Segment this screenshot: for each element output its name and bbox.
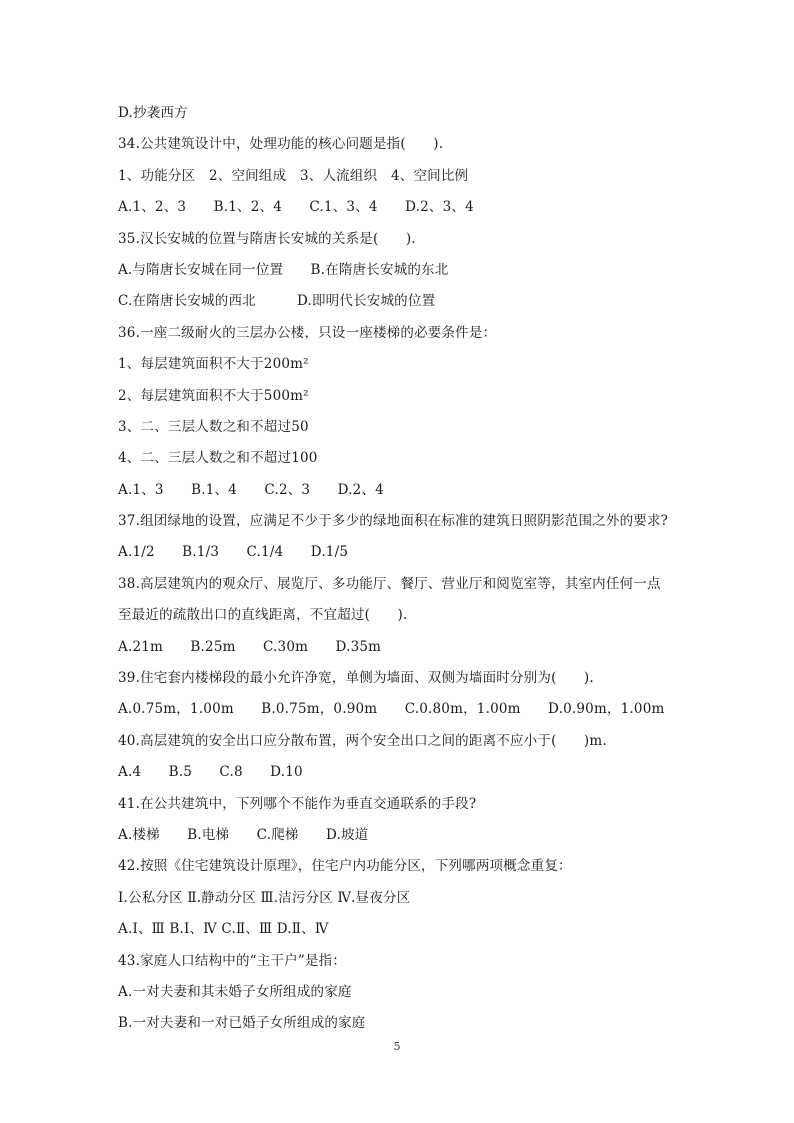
answer-options: C.在隋唐长安城的西北 D.即明代长安城的位置 [118,293,436,310]
question-39: 39.住宅套内楼梯段的最小允许净宽，单侧为墙面、双侧为墙面时分别为( ). [118,670,594,687]
answer-options: A.与隋唐长安城在同一位置 B.在隋唐长安城的东北 [118,261,449,278]
text-line: Ⅰ.公私分区 Ⅱ.静动分区 Ⅲ.洁污分区 Ⅳ.昼夜分区 [118,889,411,906]
question-42: 42.按照《住宅建筑设计原理》，住宅户内功能分区，下列哪两项概念重复： [118,858,572,875]
text-line: 至最近的疏散出口的直线距离，不宜超过( ). [118,607,408,624]
question-40: 40.高层建筑的安全出口应分散布置，两个安全出口之间的距离不应小于( )m. [118,732,607,749]
answer-options: A.0.75m，1.00m B.0.75m，0.90m C.0.80m，1.00m D.0.90m，1.00m [118,701,665,718]
answer-options: A.楼梯 B.电梯 C.爬梯 D.坡道 [118,826,369,843]
question-34: 34.公共建筑设计中，处理功能的核心问题是指( ). [118,136,444,153]
answer-options: A.1、2、3 B.1、2、4 C.1、3、4 D.2、3、4 [118,199,474,216]
page-number: 5 [393,1040,401,1053]
page-content [118,98,708,1040]
text-line: 1、每层建筑面积不大于200m² [118,356,309,373]
answer-options: A.一对夫妻和其未婚子女所组成的家庭 [118,983,352,1000]
text-line: 1、功能分区 2、空间组成 3、人流组织 4、空间比例 [118,167,469,184]
question-36: 36.一座二级耐火的三层办公楼，只设一座楼梯的必要条件是： [118,324,497,341]
question-35: 35.汉长安城的位置与隋唐长安城的关系是( ). [118,230,416,247]
question-37: 37.组团绿地的设置，应满足不少于多少的绿地面积在标准的建筑日照阴影范围之外的要求? [118,513,669,530]
question-43: 43.家庭人口结构中的“主干户”是指： [118,952,347,969]
answer-options: A.4 B.5 C.8 D.10 [118,764,303,781]
question-41: 41.在公共建筑中，下列哪个不能作为垂直交通联系的手段? [118,795,477,812]
text-line: 3、二、三层人数之和不超过50 [118,418,309,435]
question-38: 38.高层建筑内的观众厅、展览厅、多功能厅、餐厅、营业厅和阅览室等，其室内任何一点 [118,575,661,592]
answer-options: A.1、3 B.1、4 C.2、3 D.2、4 [118,481,384,498]
answer-options: B.一对夫妻和一对已婚子女所组成的家庭 [118,1015,366,1032]
text-line: 2、每层建筑面积不大于500m² [118,387,309,404]
text-line: 4、二、三层人数之和不超过100 [118,450,318,467]
answer-options: A.21m B.25m C.30m D.35m [118,638,382,655]
answer-options: A.1/2 B.1/3 C.1/4 D.1/5 [118,544,349,561]
answer-options: A.Ⅰ、Ⅲ B.Ⅰ、Ⅳ C.Ⅱ、Ⅲ D.Ⅱ、Ⅳ [118,921,329,938]
text-line: D.抄袭西方 [118,105,188,121]
